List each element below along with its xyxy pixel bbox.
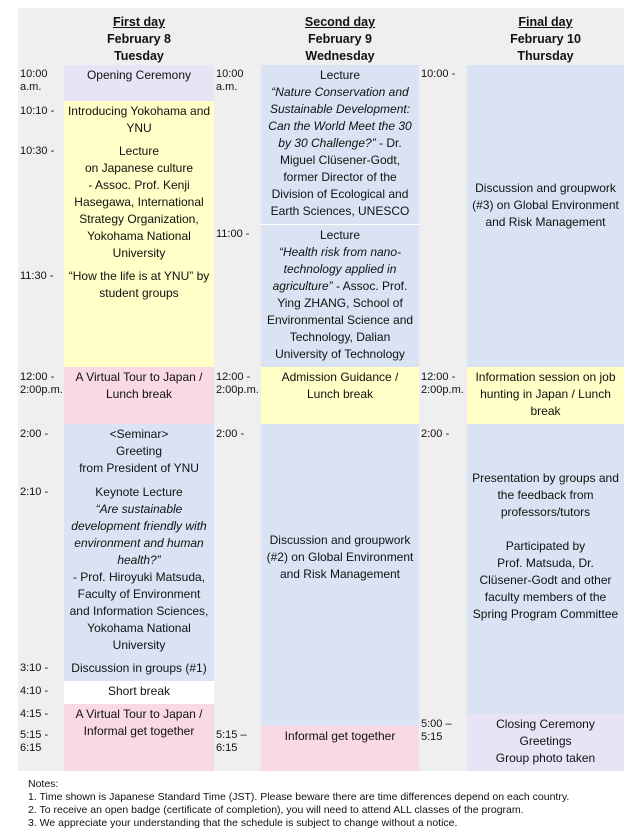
day1-time: 4:15 - — [20, 708, 49, 720]
header-time-col-3 — [419, 8, 467, 65]
day1-life-at-ynu: “How the life is at YNU” by student groups — [64, 266, 214, 367]
day3-info-session: Information session on job hunting in Japan / Lunch break — [467, 367, 624, 424]
header-day-2 — [261, 8, 419, 65]
day1-time: 3:10 - — [20, 662, 49, 674]
day2-time: 5:15 – 6:15 — [216, 729, 247, 754]
day1-time: 5:15 - 6:15 — [20, 729, 49, 754]
day-2-date: February 9 — [308, 32, 372, 46]
day-2-label: Second day — [304, 15, 376, 29]
day-3-label: Final day — [518, 15, 573, 29]
day1-seminar-greeting: <Seminar> Greeting from President of YNU — [64, 424, 214, 482]
day1-time: 10:00 a.m. — [20, 68, 48, 93]
day-3-date: February 10 — [510, 32, 581, 46]
note-item: 2. To receive an open badge (certificate of completion), you will need to attend ALL classes of the program. — [28, 804, 524, 816]
day3-discussion-groupwork: Discussion and groupwork (#3) on Global Environment and Risk Management — [467, 65, 624, 367]
day3-time: 5:00 – 5:15 — [421, 718, 452, 743]
notes-title: Notes: — [28, 778, 59, 790]
day1-time: 12:00 - 2:00p.m. — [20, 371, 63, 396]
note-item: 3. We appreciate your understanding that the schedule is subject to change without a notice. — [28, 817, 458, 829]
day1-keynote-lecture: Keynote Lecture “Are sustainable development friendly with environment and human health?” - Prof. Hiroyuki Matsuda, Faculty of Environment and Information Sciences, Yokohama National University — [64, 482, 214, 658]
day3-closing-ceremony: Closing Ceremony Greetings Group photo taken — [467, 714, 624, 771]
day2-time: 2:00 - — [216, 428, 245, 440]
day3-time: 12:00 - 2:00p.m. — [421, 371, 464, 396]
time-col-3-bg — [419, 65, 467, 771]
day1-lecture-japanese-culture: Lecture on Japanese culture - Assoc. Prof. Kenji Hasegawa, International Strategy Organization, Yokohama National University — [64, 141, 214, 266]
day2-discussion-groupwork: Discussion and groupwork (#2) on Global Environment and Risk Management — [261, 424, 419, 726]
day-3-weekday: Thursday — [517, 49, 574, 63]
notes — [28, 778, 569, 830]
header-day-3 — [467, 8, 624, 65]
day-1-label: First day — [112, 15, 166, 29]
day3-presentation: Presentation by groups and the feedback from professors/tutors Participated by Prof. Matsuda, Dr. Clüsener-Godt and other faculty members of the Spring Program Committee — [467, 424, 624, 714]
day1-opening-ceremony: Opening Ceremony — [64, 65, 214, 101]
header-day-1 — [64, 8, 214, 65]
header-time-col-2 — [214, 8, 261, 65]
header-time-col-1 — [18, 8, 64, 65]
note-item: 1. Time shown is Japanese Standard Time (JST). Please beware there are time differences depend on each country. — [28, 791, 570, 803]
day1-time: 10:10 - — [20, 105, 55, 117]
day2-time: 11:00 - — [216, 228, 250, 240]
day2-lecture-health-risk: Lecture “Health risk from nano-technology applied in agriculture” - Assoc. Prof. Ying ZHANG, School of Environmental Science and Technology, Dalian University of Technology — [261, 224, 419, 367]
day3-time: 2:00 - — [421, 428, 450, 440]
day1-virtual-tour-lunch: A Virtual Tour to Japan / Lunch break — [64, 367, 214, 424]
day2-time: 10:00 a.m. — [216, 68, 244, 93]
day1-virtual-tour-informal: A Virtual Tour to Japan / Informal get together — [64, 704, 214, 771]
day2-lecture-nature-conservation: Lecture “Nature Conservation and Sustainable Development: Can the World Meet the 30 by 30 Challenge?” - Dr. Miguel Clüsener-Godt, former Director of the Division of Ecological and Earth Sciences, UNESCO — [261, 65, 419, 224]
day1-short-break: Short break — [64, 681, 214, 704]
day-1-date: February 8 — [107, 32, 171, 46]
time-col-2-bg — [214, 65, 261, 771]
day1-time: 10:30 - — [20, 145, 55, 157]
day1-time: 4:10 - — [20, 685, 49, 697]
day-2-weekday: Wednesday — [305, 49, 375, 63]
day3-time: 10:00 - — [421, 68, 456, 80]
day1-time: 2:10 - — [20, 486, 49, 498]
day1-time: 2:00 - — [20, 428, 49, 440]
day-1-weekday: Tuesday — [114, 49, 164, 63]
day1-time: 11:30 - — [20, 270, 54, 282]
day1-introducing: Introducing Yokohama and YNU — [64, 101, 214, 141]
day2-admission-guidance: Admission Guidance / Lunch break — [261, 367, 419, 424]
day1-discussion-groups: Discussion in groups (#1) — [64, 658, 214, 681]
day2-time: 12:00 - 2:00p.m. — [216, 371, 259, 396]
day2-informal-get-together: Informal get together — [261, 726, 419, 771]
